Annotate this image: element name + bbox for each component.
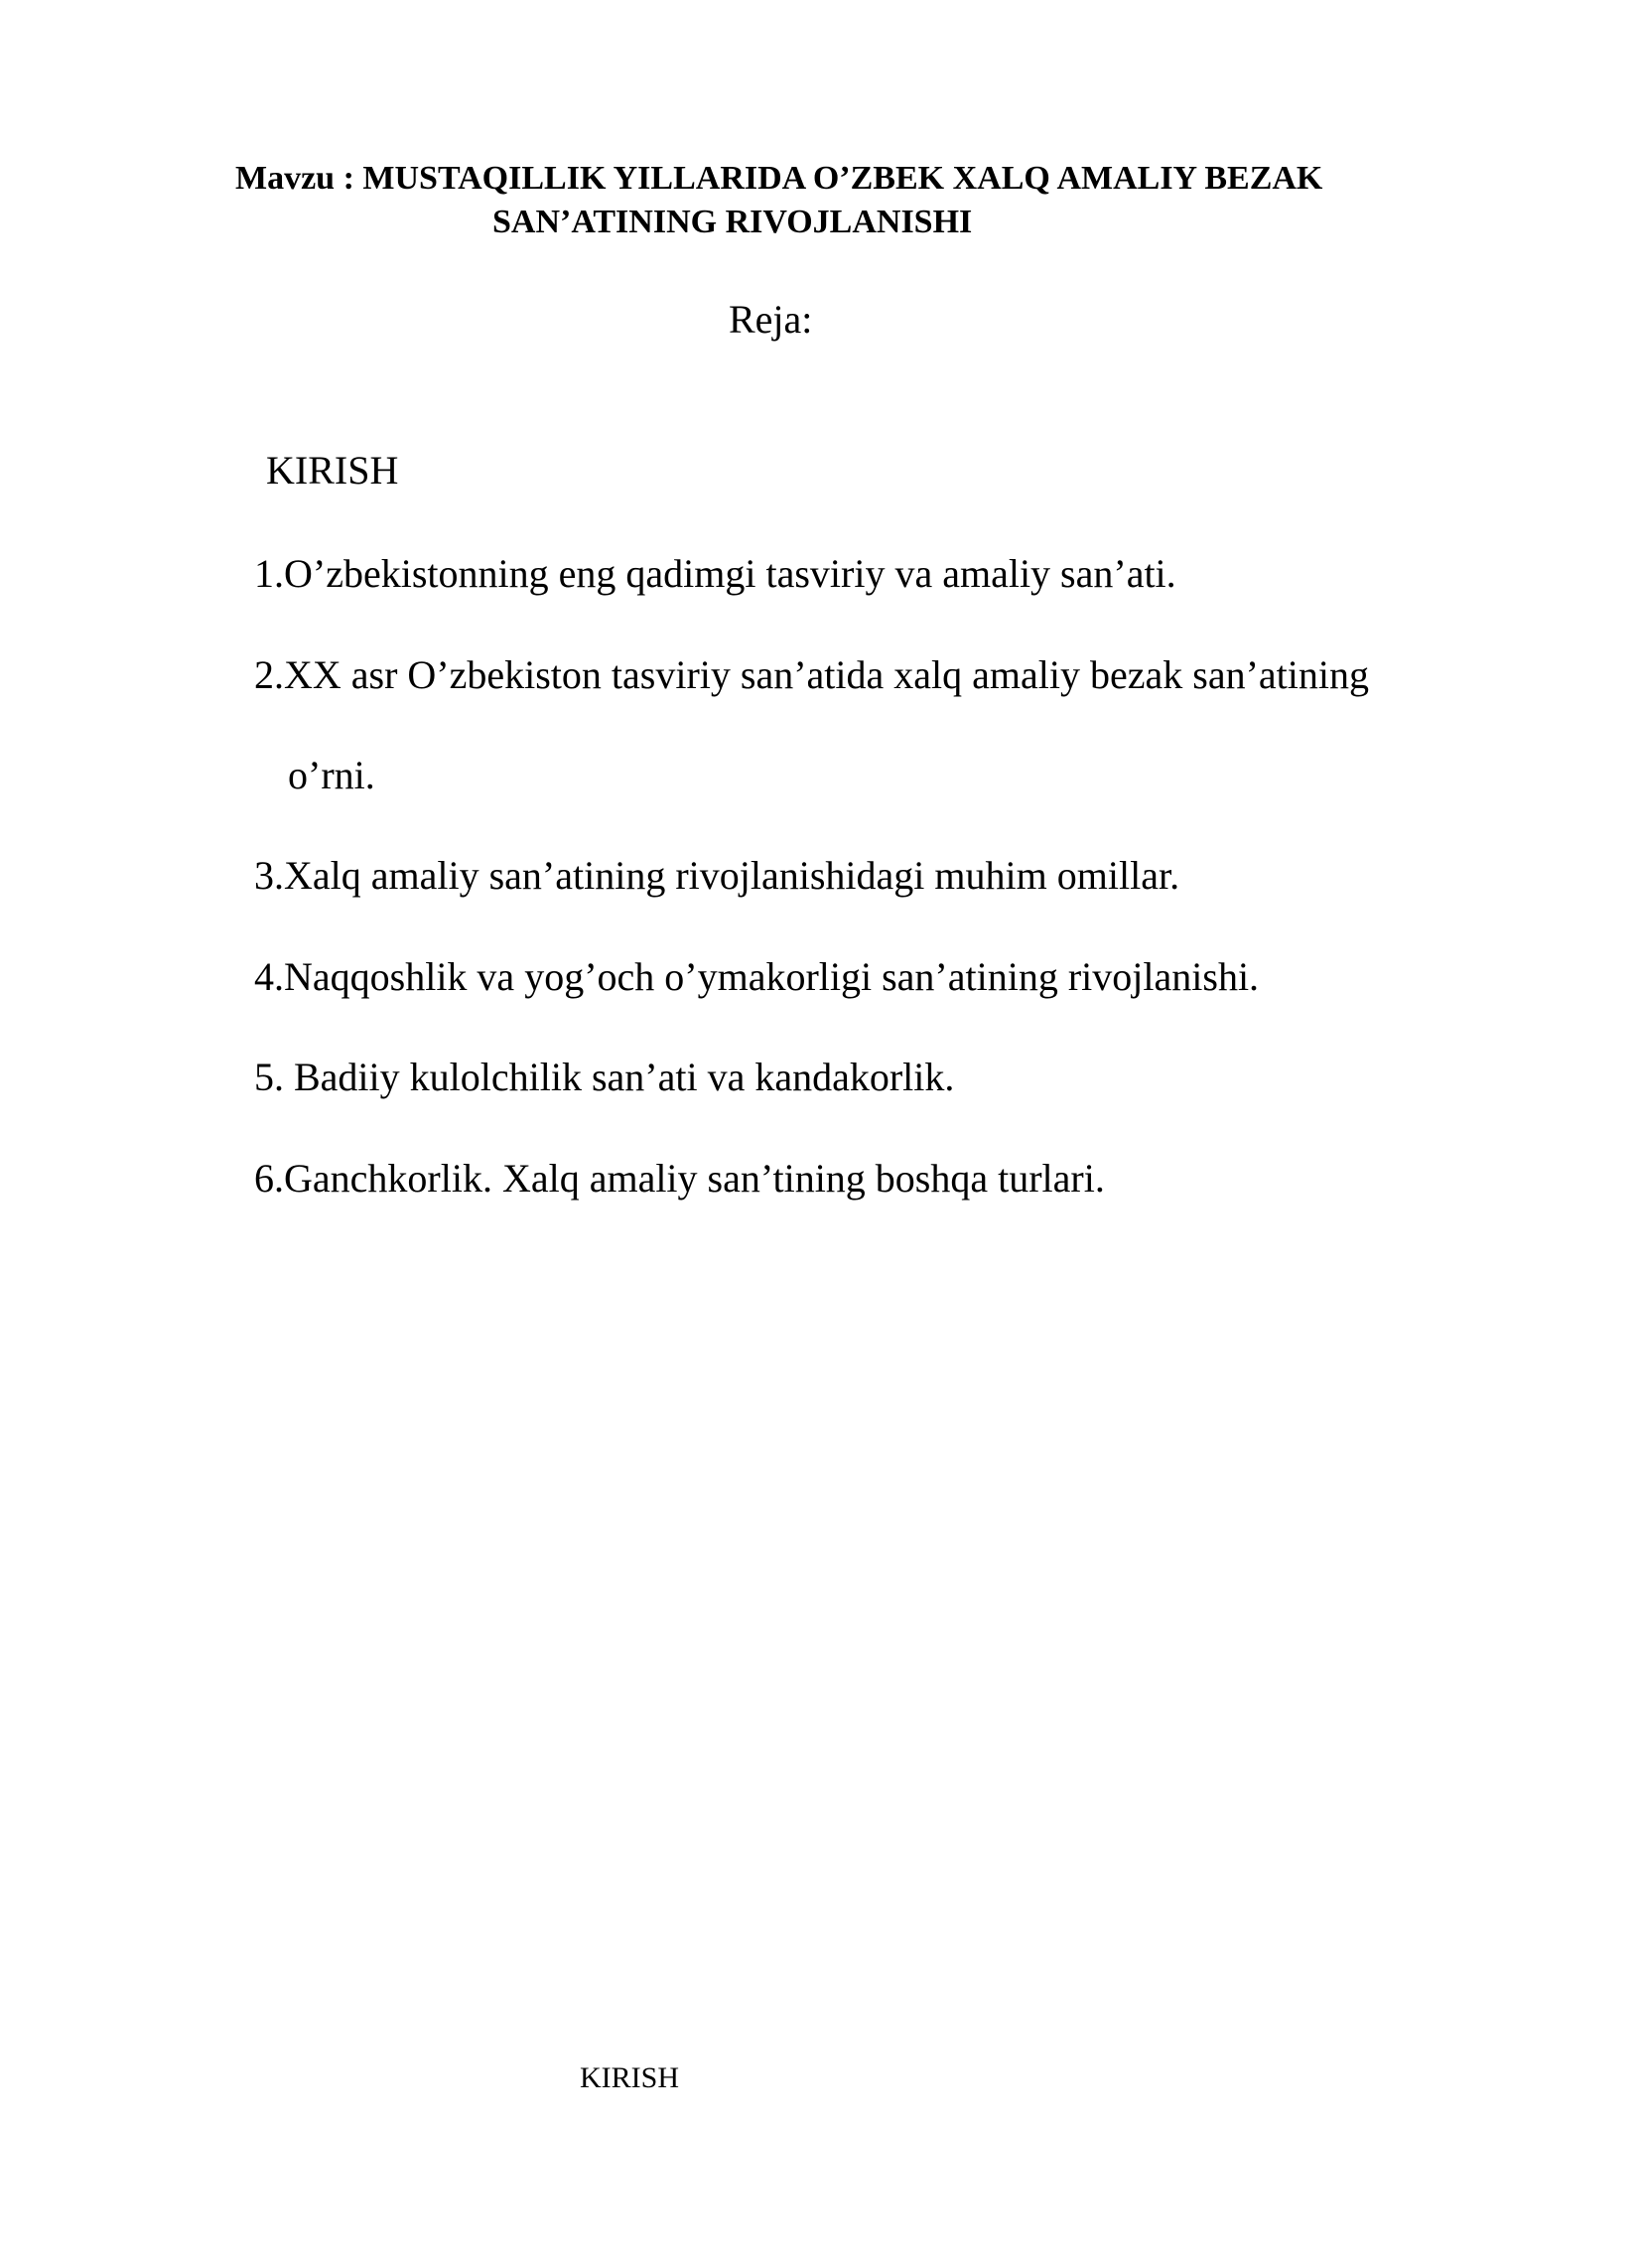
plan-item-intro: KIRISH — [266, 448, 399, 493]
plan-item-5: 5. Badiiy kulolchilik san’ati va kandakorlik. — [254, 1055, 955, 1099]
plan-item-6: 6.Ganchkorlik. Xalq amaliy san’tining boshqa turlari. — [254, 1156, 1105, 1201]
plan-item-1: 1.O’zbekistonning eng qadimgi tasviriy va amaliy san’ati. — [254, 551, 1176, 596]
document-title-line-1: Mavzu : MUSTAQILLIK YILLARIDA O’ZBEK XALQ AMALIY BEZAK — [235, 160, 1323, 197]
document-title-line-2: SAN’ATINING RIVOJLANISHI — [492, 204, 973, 240]
plan-item-3: 3.Xalq amaliy san’atining rivojlanishidagi muhim omillar. — [254, 853, 1180, 898]
section-heading-kirish: KIRISH — [580, 2061, 680, 2094]
plan-item-2-line-1: 2.XX asr O’zbekiston tasviriy san’atida xalq amaliy bezak san’atining — [254, 652, 1369, 697]
plan-heading: Reja: — [729, 297, 813, 342]
plan-item-2-line-2: o’rni. — [288, 753, 375, 797]
plan-item-4: 4.Naqqoshlik va yog’och o’ymakorligi san’atining rivojlanishi. — [254, 954, 1260, 999]
